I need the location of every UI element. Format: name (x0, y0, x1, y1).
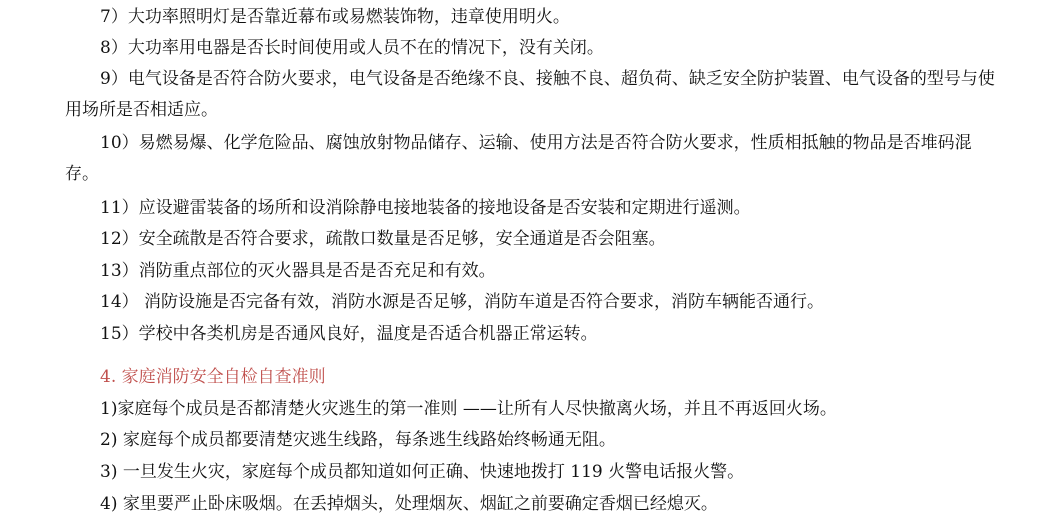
home-rule-3: 3) 一旦发生火灾，家庭每个成员都知道如何正确、快速地拨打 119 火警电话报火警。 (100, 462, 745, 482)
check-item-8: 8）大功率用电器是否长时间使用或人员不在的情况下，没有关闭。 (100, 38, 604, 58)
check-item-15: 15）学校中各类机房是否通风良好，温度是否适合机器正常运转。 (100, 324, 598, 344)
check-item-12: 12）安全疏散是否符合要求，疏散口数量是否足够，安全通道是否会阻塞。 (100, 229, 666, 249)
section-heading: 4. 家庭消防安全自检自查准则 (100, 367, 326, 387)
check-item-14: 14） 消防设施是否完备有效，消防水源是否足够，消防车道是否符合要求，消防车辆能否通行。 (100, 292, 825, 312)
check-item-11: 11）应设避雷装备的场所和设消除静电接地装备的接地设备是否安装和定期进行遥测。 (100, 198, 751, 218)
check-item-7: 7）大功率照明灯是否靠近幕布或易燃装饰物，违章使用明火。 (100, 7, 570, 27)
home-rule-4: 4) 家里要严止卧床吸烟。在丢掉烟头，处理烟灰、烟缸之前要确定香烟已经熄灭。 (100, 494, 718, 514)
home-rule-1: 1)家庭每个成员是否都清楚火灾逃生的第一准则 ——让所有人尽快撤离火场，并且不再返回火场。 (100, 399, 837, 419)
check-item-10: 10）易燃易爆、化学危险品、腐蚀放射物品储存、运输、使用方法是否符合防火要求，性质相抵触的物品是否堆码混存。 (65, 133, 972, 184)
home-rule-2: 2) 家庭每个成员都要清楚灾逃生线路，每条逃生线路始终畅通无阻。 (100, 430, 616, 450)
check-item-9: 9）电气设备是否符合防火要求，电气设备是否绝缘不良、接触不良、超负荷、缺乏安全防护装置、电气设备的型号与使用场所是否相适应。 (65, 69, 995, 120)
check-item-13: 13）消防重点部位的灭火器具是否是否充足和有效。 (100, 261, 496, 281)
